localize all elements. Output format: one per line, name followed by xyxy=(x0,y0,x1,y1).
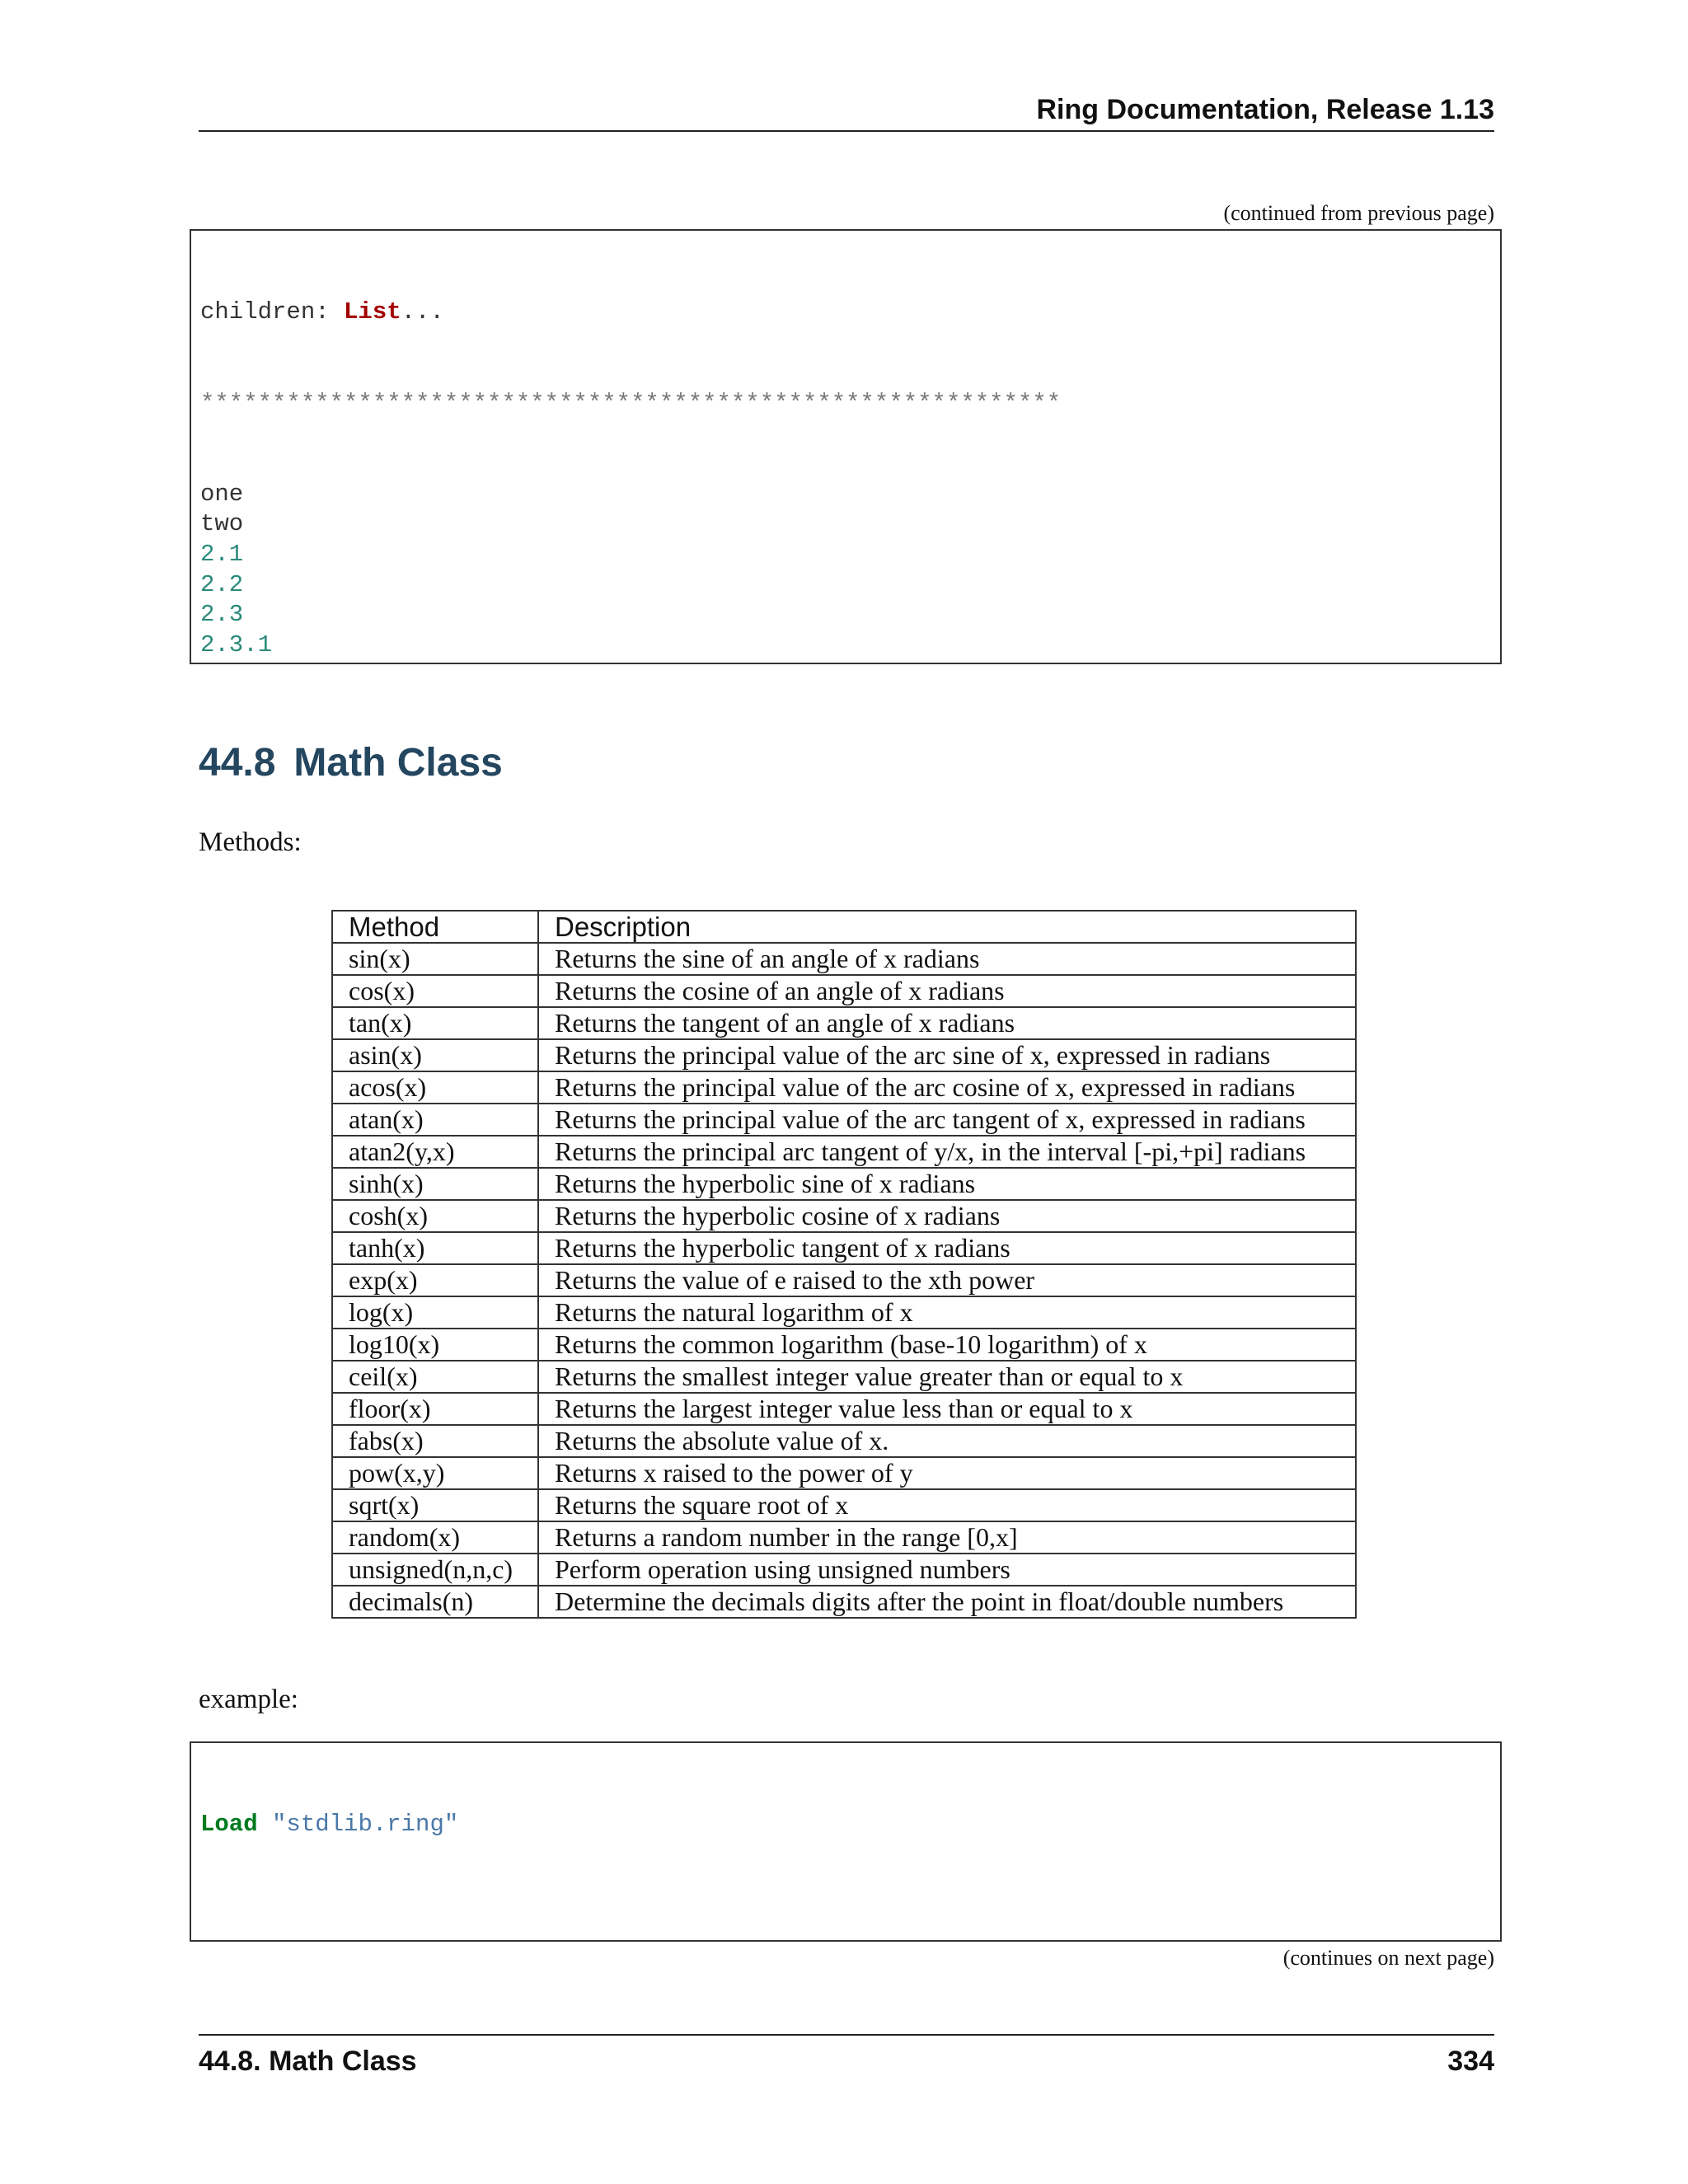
table-row xyxy=(332,1232,1356,1264)
methods-table-body xyxy=(332,943,1356,1618)
table-row xyxy=(332,1329,1356,1361)
method-cell: cos(x) xyxy=(332,975,538,1007)
method-cell: log10(x) xyxy=(332,1329,538,1361)
table-row xyxy=(332,1554,1356,1586)
description-cell: Returns the common logarithm (base-10 logarithm) of x xyxy=(538,1329,1356,1361)
description-cell: Returns the principal value of the arc tangent of x, expressed in radians xyxy=(538,1104,1356,1136)
continued-note: (continued from previous page) xyxy=(1223,201,1494,225)
footer-section: 44.8. Math Class xyxy=(199,2046,417,2077)
code-line-blank xyxy=(200,1901,1491,1932)
header-title: Ring Documentation, Release 1.13 xyxy=(1036,94,1494,125)
column-header-method: Method xyxy=(332,911,538,943)
code-line xyxy=(200,661,1491,664)
description-cell: Returns x raised to the power of y xyxy=(538,1457,1356,1489)
table-row xyxy=(332,943,1356,975)
code-classname: List xyxy=(344,298,401,326)
table-row xyxy=(332,1200,1356,1232)
page-number: 334 xyxy=(1447,2046,1494,2077)
section-number: 44.8 xyxy=(199,741,276,785)
method-cell: unsigned(n,n,c) xyxy=(332,1554,538,1586)
table-row xyxy=(332,1489,1356,1521)
description-cell: Returns the tangent of an angle of x radians xyxy=(538,1007,1356,1039)
table-row xyxy=(332,1393,1356,1425)
code-string: "stdlib.ring" xyxy=(272,1811,459,1839)
method-cell: random(x) xyxy=(332,1521,538,1554)
page-footer xyxy=(199,2034,1494,2085)
table-row xyxy=(332,1521,1356,1554)
table-row xyxy=(332,1264,1356,1296)
code-text: ... xyxy=(401,298,444,326)
table-header-row xyxy=(332,911,1356,943)
description-cell: Returns the value of e raised to the xth power xyxy=(538,1264,1356,1296)
table-row xyxy=(332,1039,1356,1071)
description-cell: Returns the principal value of the arc sine of x, expressed in radians xyxy=(538,1039,1356,1071)
description-cell: Returns the sine of an angle of x radians xyxy=(538,943,1356,975)
table-row xyxy=(332,1586,1356,1618)
description-cell: Returns the principal value of the arc cosine of x, expressed in radians xyxy=(538,1071,1356,1104)
description-cell: Returns the absolute value of x. xyxy=(538,1425,1356,1457)
method-cell: asin(x) xyxy=(332,1039,538,1071)
table-row xyxy=(332,1457,1356,1489)
section-title: Math Class xyxy=(293,741,503,785)
code-line: 2.1 xyxy=(200,540,244,568)
methods-table xyxy=(331,910,1357,1619)
table-row xyxy=(332,1296,1356,1329)
method-cell: sinh(x) xyxy=(332,1168,538,1200)
table-row xyxy=(332,1168,1356,1200)
column-header-description: Description xyxy=(538,911,1356,943)
description-cell: Returns the hyperbolic sine of x radians xyxy=(538,1168,1356,1200)
code-line: two xyxy=(200,510,244,538)
code-line xyxy=(200,1810,1491,1840)
description-cell: Determine the decimals digits after the point in float/double numbers xyxy=(538,1586,1356,1618)
method-cell: exp(x) xyxy=(332,1264,538,1296)
code-keyword: Load xyxy=(200,1811,258,1839)
description-cell: Returns the square root of x xyxy=(538,1489,1356,1521)
table-row xyxy=(332,1007,1356,1039)
continues-note: (continues on next page) xyxy=(1282,1946,1494,1970)
method-cell: sin(x) xyxy=(332,943,538,975)
code-line: 2.3 xyxy=(200,601,244,629)
method-cell: tanh(x) xyxy=(332,1232,538,1264)
method-cell: fabs(x) xyxy=(332,1425,538,1457)
table-row xyxy=(332,1071,1356,1104)
table-row xyxy=(332,1425,1356,1457)
code-block-example xyxy=(190,1741,1502,1942)
method-cell: log(x) xyxy=(332,1296,538,1329)
description-cell: Returns the hyperbolic tangent of x radians xyxy=(538,1232,1356,1264)
code-block-output xyxy=(190,229,1502,664)
description-cell: Returns the cosine of an angle of x radians xyxy=(538,975,1356,1007)
method-cell: acos(x) xyxy=(332,1071,538,1104)
section-heading xyxy=(199,740,503,785)
table-row xyxy=(332,1361,1356,1393)
method-cell: sqrt(x) xyxy=(332,1489,538,1521)
method-cell: cosh(x) xyxy=(332,1200,538,1232)
code-line xyxy=(200,298,1491,328)
table-row xyxy=(332,975,1356,1007)
method-cell: tan(x) xyxy=(332,1007,538,1039)
description-cell: Returns the hyperbolic cosine of x radians xyxy=(538,1200,1356,1232)
code-line: 2.2 xyxy=(200,570,244,598)
method-cell: atan(x) xyxy=(332,1104,538,1136)
description-cell: Returns the natural logarithm of x xyxy=(538,1296,1356,1329)
code-space xyxy=(258,1811,272,1838)
example-label: example: xyxy=(199,1685,298,1714)
method-cell: atan2(y,x) xyxy=(332,1136,538,1168)
method-cell: pow(x,y) xyxy=(332,1457,538,1489)
table-row xyxy=(332,1136,1356,1168)
description-cell: Returns the smallest integer value greater than or equal to x xyxy=(538,1361,1356,1393)
method-cell: ceil(x) xyxy=(332,1361,538,1393)
code-text: children: xyxy=(200,298,345,326)
code-line-stars: ************************************************************ xyxy=(200,389,1062,417)
table-row xyxy=(332,1104,1356,1136)
code-line: 2.3.1 xyxy=(200,631,273,659)
methods-label: Methods: xyxy=(199,827,302,857)
description-cell: Perform operation using unsigned numbers xyxy=(538,1554,1356,1586)
page-header xyxy=(199,89,1494,132)
code-lines xyxy=(200,480,1491,664)
code-line: one xyxy=(200,480,244,508)
method-cell: floor(x) xyxy=(332,1393,538,1425)
description-cell: Returns the largest integer value less than or equal to x xyxy=(538,1393,1356,1425)
description-cell: Returns a random number in the range [0,x] xyxy=(538,1521,1356,1554)
method-cell: decimals(n) xyxy=(332,1586,538,1618)
description-cell: Returns the principal arc tangent of y/x, in the interval [-pi,+pi] radians xyxy=(538,1136,1356,1168)
